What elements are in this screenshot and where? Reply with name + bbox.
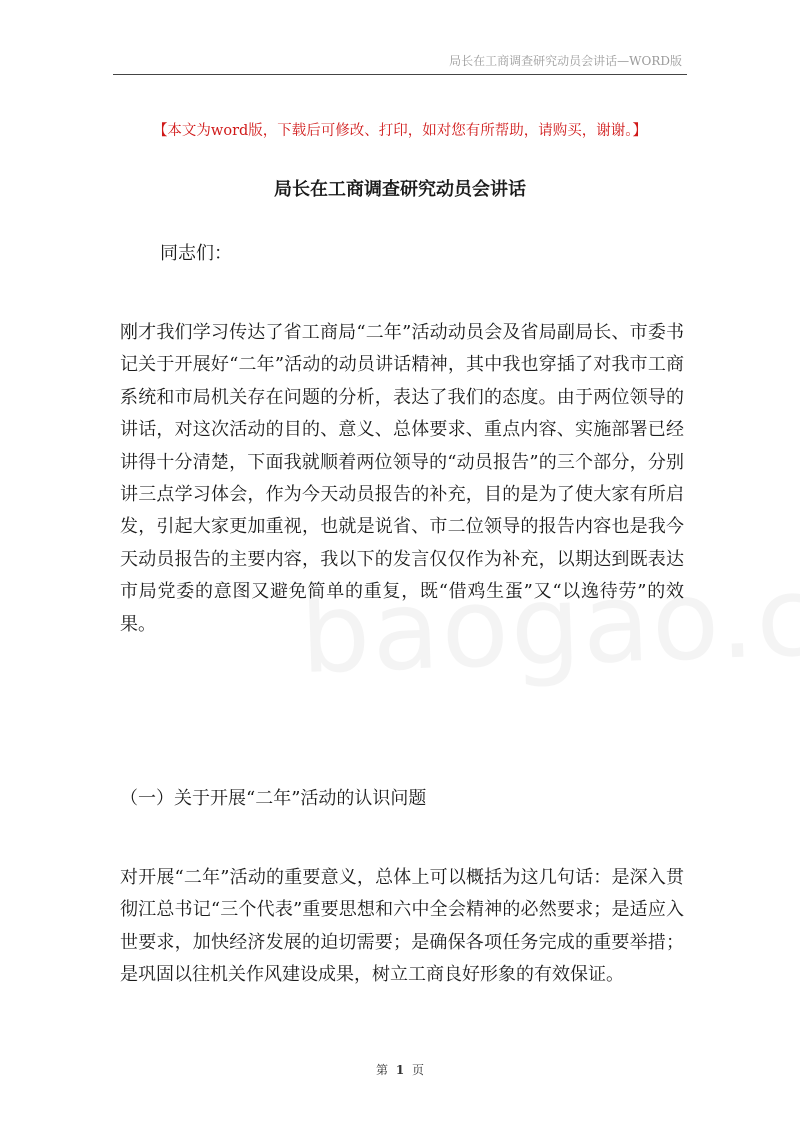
page-header-title: 局长在工商调查研究动员会讲话—WORD版 — [449, 54, 682, 68]
section-heading-1: （一）关于开展“二年”活动的认识问题 — [120, 788, 427, 809]
footer-prefix: 第 — [375, 1063, 388, 1077]
footer-suffix: 页 — [412, 1063, 425, 1077]
document-title: 局长在工商调查研究动员会讲话 — [274, 179, 526, 200]
body-paragraph-2: 对开展“二年”活动的重要意义，总体上可以概括为这几句话：是深入贯彻江总书记“三个代表”重要思想和六中全会精神的必然要求；是适应入世要求，加快经济发展的迫切需要；是确保各项任务完成的重要举措；是巩固以往机关作风建设成果，树立工商良好形象的有效保证。 — [120, 867, 684, 986]
page-footer — [0, 1061, 800, 1078]
body-paragraph-1: 刚才我们学习传达了省工商局“二年”活动动员会及省局副局长、市委书记关于开展好“二年”活动的动员讲话精神，其中我也穿插了对我市工商系统和市局机关存在问题的分析，表达了我们的态度。由于两位领导的讲话，对这次活动的目的、意义、总体要求、重点内容、实施部署已经讲得十分清楚，下面我就顺着两位领导的“动员报告”的三个部分，分别讲三点学习体会，作为今天动员报告的补充，目的是为了使大家有所启发，引起大家更加重视，也就是说省、市二位领导的报告内容也是我今天动员报告的主要内容，我以下的发言仅仅作为补充，以期达到既表达市局党委的意图又避免简单的重复，既“借鸡生蛋”又“以逸待劳”的效果。 — [120, 322, 684, 635]
download-notice: 【本文为word版，下载后可修改、打印，如对您有所帮助，请购买，谢谢。】 — [152, 123, 648, 139]
page-number: 1 — [395, 1063, 405, 1077]
salutation: 同志们： — [160, 243, 232, 264]
header-divider — [113, 74, 687, 75]
